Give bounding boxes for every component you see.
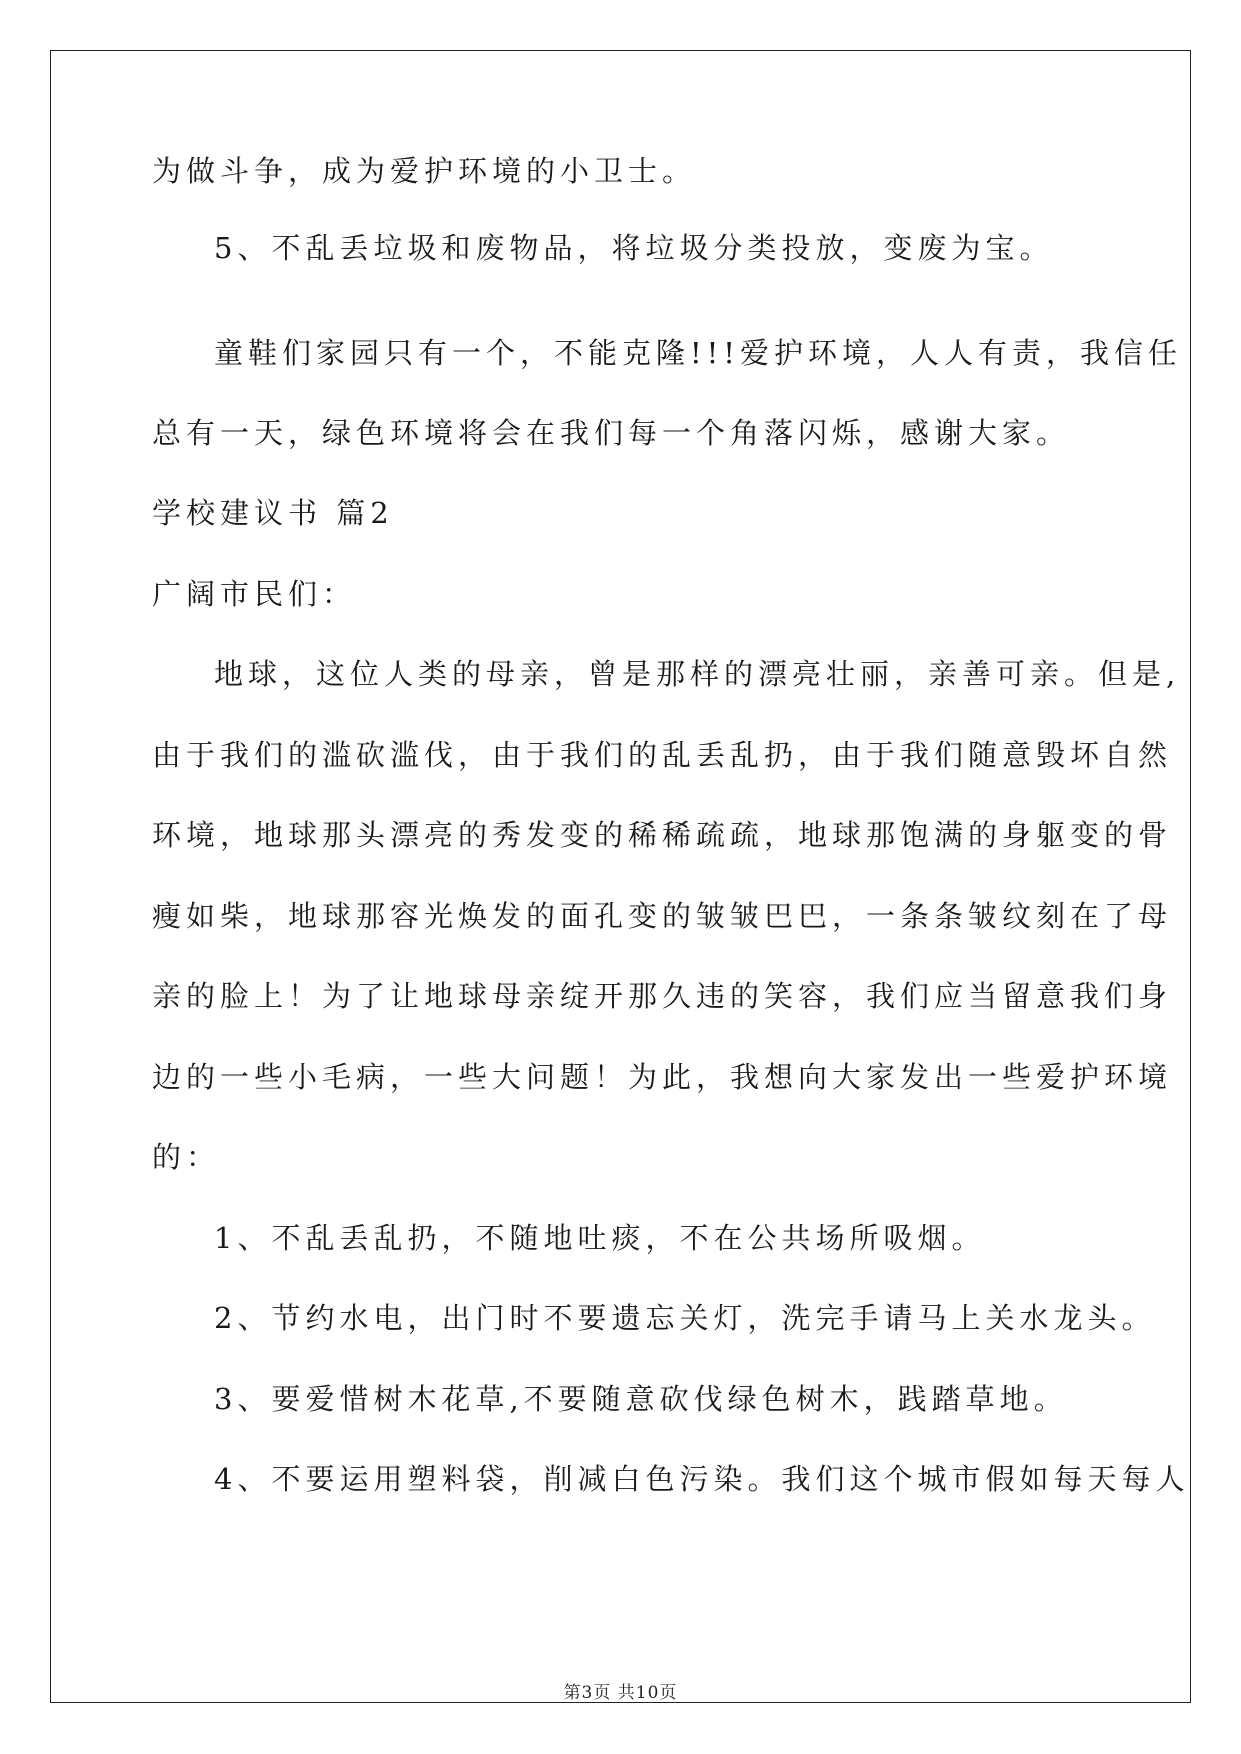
text-line: 地球，这位人类的母亲，曾是那样的漂亮壮丽，亲善可亲。但是, — [214, 657, 1181, 691]
text-line: 瘦如柴，地球那容光焕发的面孔变的皱皱巴巴，一条条皱纹刻在了母 — [152, 899, 1173, 933]
list-item: 4、不要运用塑料袋，削减白色污染。我们这个城市假如每天每人 — [214, 1462, 1190, 1496]
page-number-footer: 第3页 共10页 — [563, 1683, 678, 1703]
text-line: 5、不乱丢垃圾和废物品，将垃圾分类投放，变废为宝。 — [214, 231, 1054, 265]
text-line: 由于我们的滥砍滥伐，由于我们的乱丢乱扔，由于我们随意毁坏自然 — [152, 738, 1173, 772]
list-item: 3、要爱惜树木花草,不要随意砍伐绿色树木，践踏草地。 — [214, 1382, 1068, 1416]
page-border — [50, 50, 1191, 1703]
text-line: 边的一些小毛病，一些大问题！为此，我想向大家发出一些爱护环境 — [152, 1060, 1173, 1094]
text-line: 亲的脸上！为了让地球母亲绽开那久违的笑容，我们应当留意我们身 — [152, 979, 1173, 1013]
list-item: 1、不乱丢乱扔，不随地吐痰，不在公共场所吸烟。 — [214, 1221, 986, 1255]
text-line: 为做斗争，成为爱护环境的小卫士。 — [152, 154, 697, 188]
list-item: 2、节约水电，出门时不要遗忘关灯，洗完手请马上关水龙头。 — [214, 1301, 1156, 1335]
text-line: 的： — [152, 1140, 221, 1174]
text-line: 童鞋们家园只有一个，不能克隆!!!爱护环境，人人有责，我信任 — [214, 336, 1182, 370]
salutation: 广阔市民们： — [152, 577, 357, 611]
text-line: 环境，地球那头漂亮的秀发变的稀稀疏疏，地球那饱满的身躯变的骨 — [152, 818, 1173, 852]
text-line: 总有一天，绿色环境将会在我们每一个角落闪烁，感谢大家。 — [152, 416, 1071, 450]
section-heading: 学校建议书 篇2 — [152, 496, 394, 530]
